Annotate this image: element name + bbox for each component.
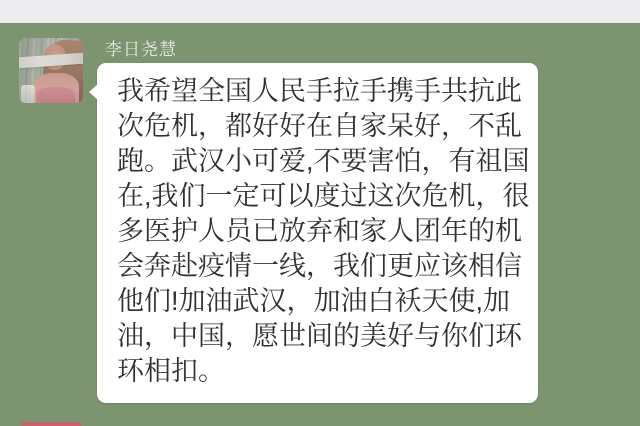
avatar-chair [21,85,35,103]
message-text-line: 油，中国，愿世间的美好与你们环 [117,321,522,351]
message-text-line: 他们!加油武汉，加油白袄天使,加 [117,286,511,316]
sender-name: 李日尧慧 [105,40,177,59]
message-bubble[interactable] [97,63,538,403]
chat-message-area [0,23,640,426]
message-text-line: 会奔赴疫情一线，我们更应该相信 [117,251,522,281]
status-bar-area [0,0,640,23]
message-text-line: 多医护人员已放弃和家人团年的机 [117,216,522,246]
message-text-line: 我希望全国人民手拉手携手共抗此 [117,76,522,106]
message-text-line: 环相扣。 [117,356,225,386]
message-text-line: 跑。武汉小可爱,不要害怕，有祖国 [117,146,530,176]
message-text-line: 次危机，都好好在自家呆好，不乱 [117,111,522,141]
avatar-pink-top [37,87,75,103]
sender-avatar[interactable] [19,38,83,103]
next-message-avatar-peek[interactable] [21,422,81,426]
message-text-line: 在,我们一定可以度过这次危机，很 [117,181,530,211]
bubble-tail [89,84,98,100]
